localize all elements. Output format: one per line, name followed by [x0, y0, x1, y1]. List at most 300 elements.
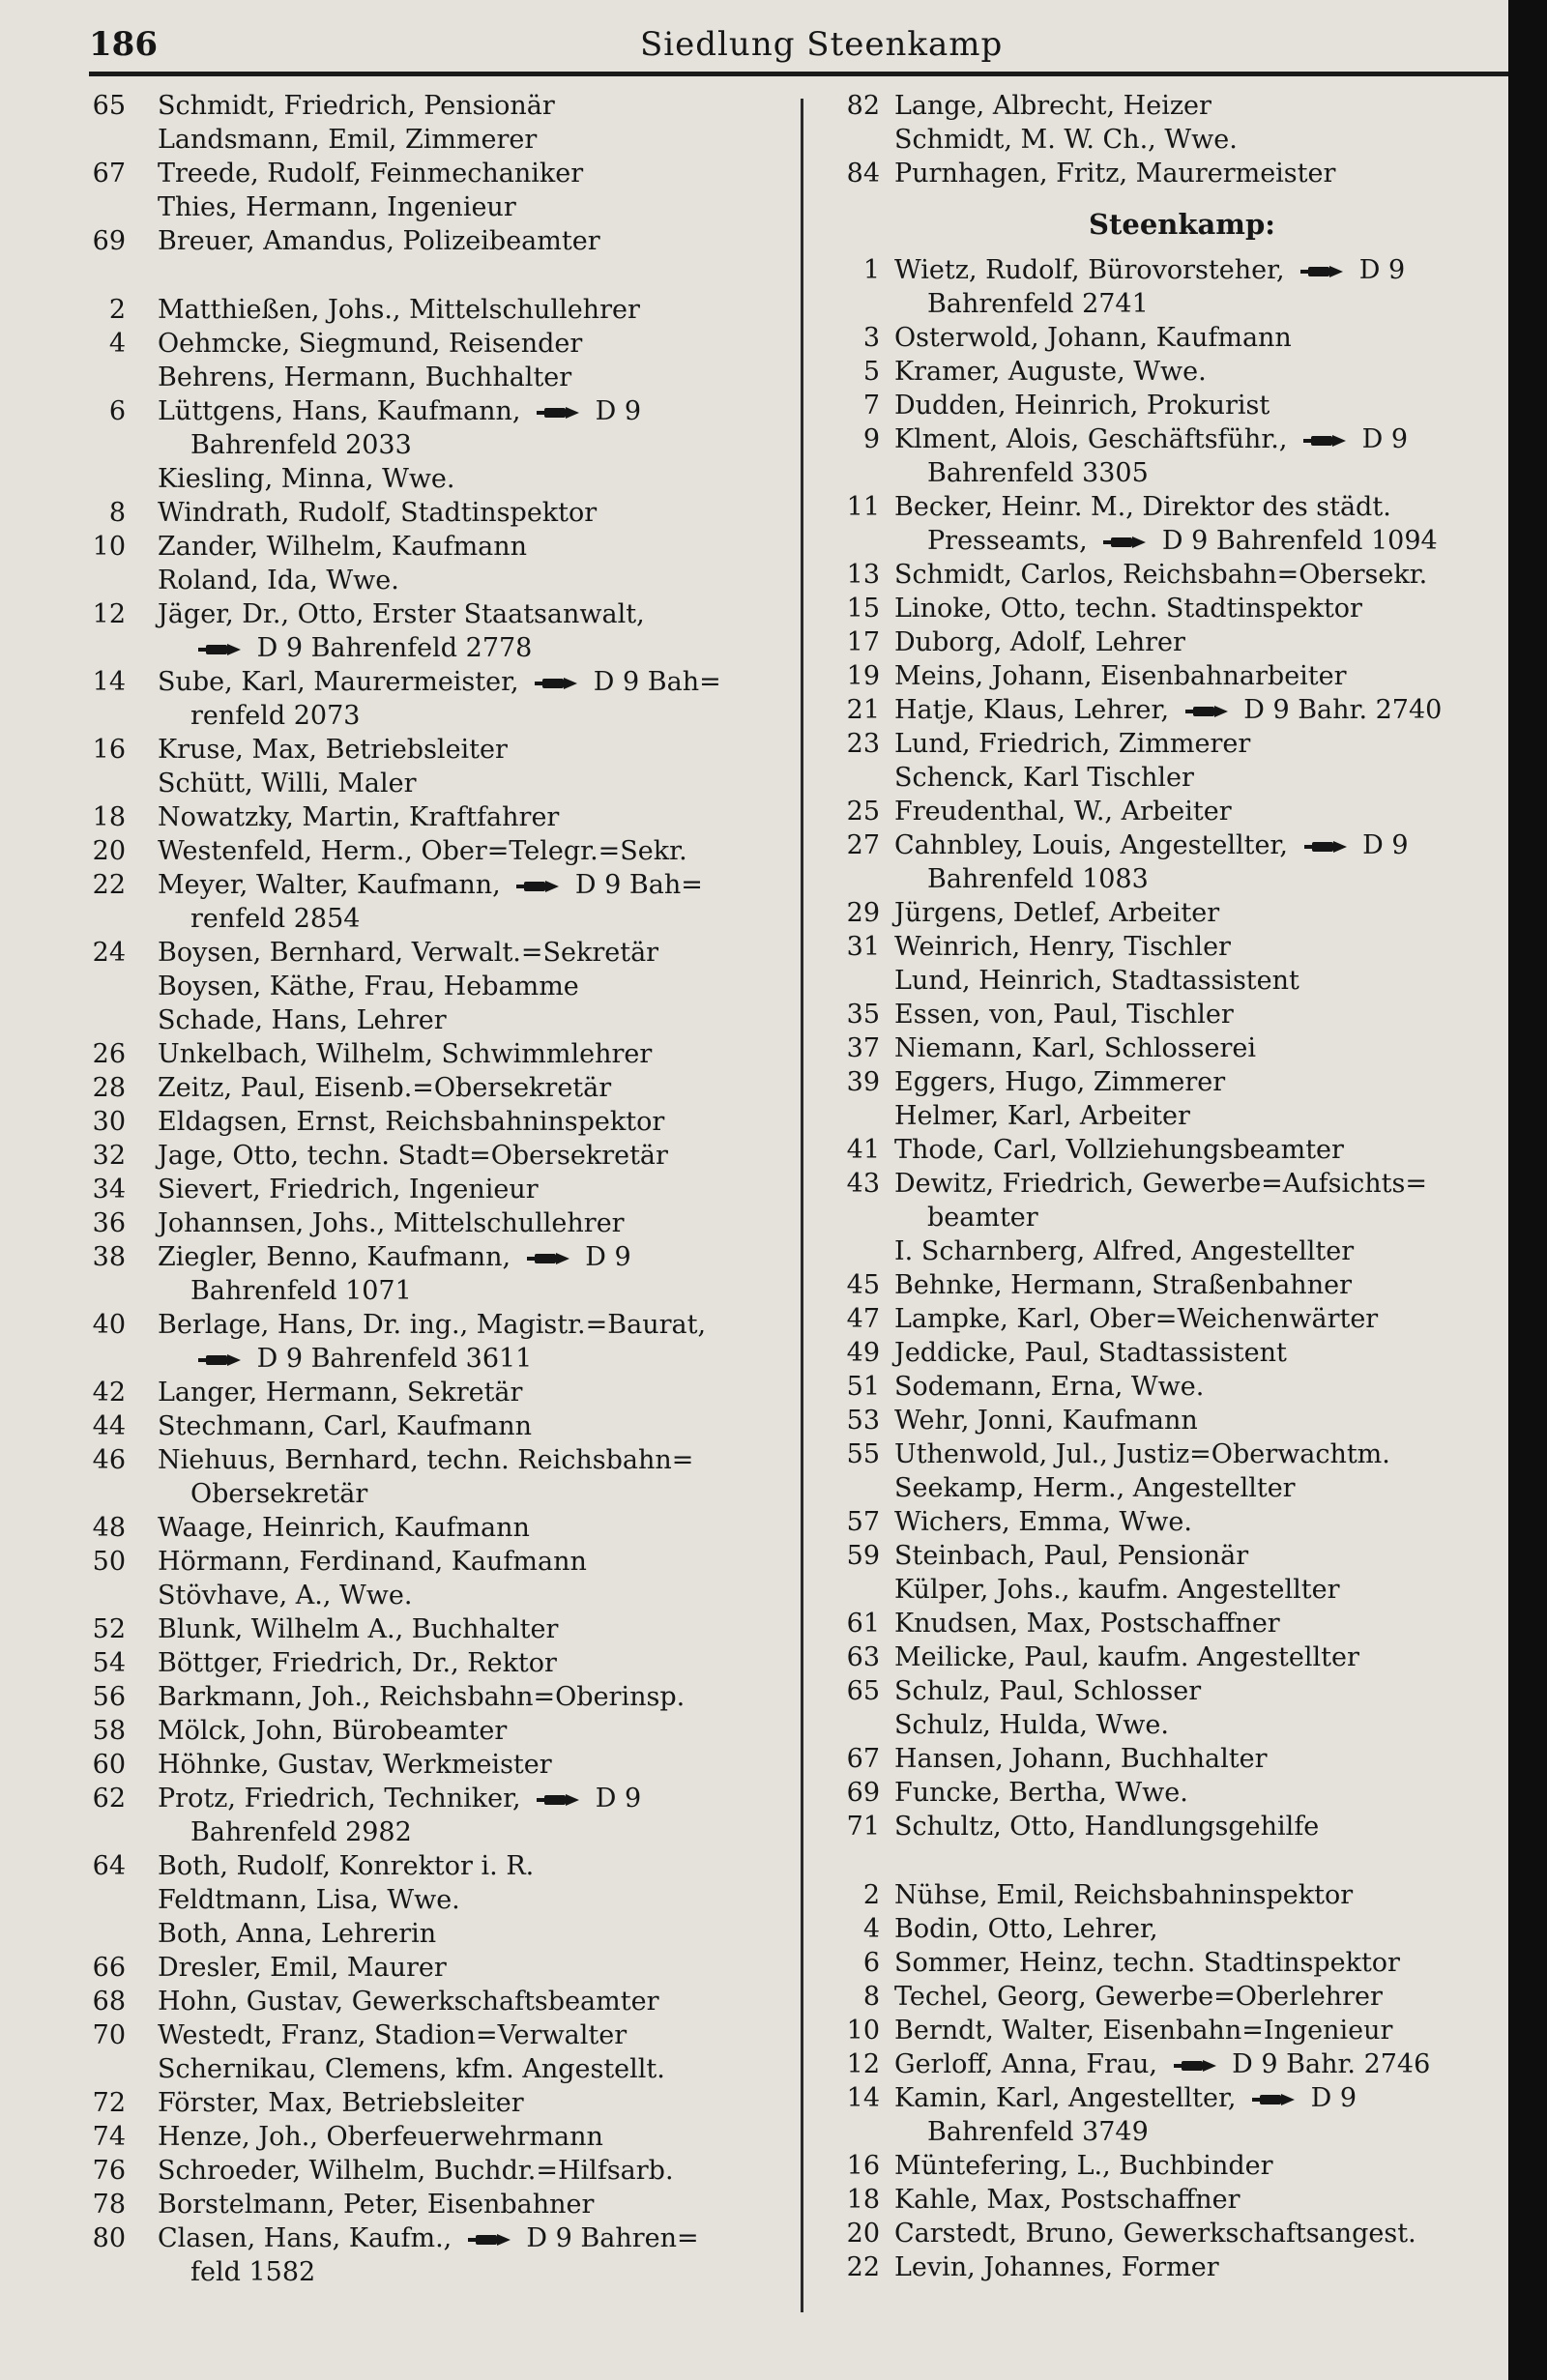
resident-text: [894, 490, 1508, 558]
directory-entry: [39, 394, 798, 462]
resident-text: [158, 1579, 798, 1612]
resident-line: Osterwold, Johann, Kaufmann: [894, 323, 1292, 353]
directory-entry: [39, 1545, 798, 1579]
directory-entry: [817, 1640, 1508, 1674]
resident-line: Freudenthal, W., Arbeiter: [894, 797, 1232, 827]
resident-line: Knudsen, Max, Postschaffner: [894, 1609, 1280, 1639]
directory-entry: [39, 1173, 798, 1206]
resident-text: [894, 930, 1508, 964]
resident-line: Kramer, Auguste, Wwe.: [894, 357, 1207, 387]
resident-text: [894, 1539, 1508, 1573]
resident-line: Steinbach, Paul, Pensionär: [894, 1541, 1249, 1571]
house-number: 42: [92, 1378, 126, 1408]
house-number: 21: [846, 695, 880, 725]
directory-entry: [39, 1308, 798, 1376]
resident-text: [894, 1607, 1508, 1640]
directory-entry: [39, 2188, 798, 2221]
resident-line: Boysen, Bernhard, Verwalt.=Sekretär: [158, 938, 659, 968]
resident-text: [894, 828, 1508, 896]
resident-text: [894, 1573, 1508, 1607]
resident-line: Bahrenfeld 1071: [190, 1276, 412, 1306]
resident-text: [158, 190, 798, 224]
directory-entry: [817, 2014, 1508, 2047]
directory-entry: [39, 1240, 798, 1308]
house-number: 69: [846, 1778, 880, 1808]
directory-entry: [817, 1980, 1508, 2014]
directory-entry: [817, 1133, 1508, 1167]
resident-text: [158, 496, 798, 530]
house-number: 8: [108, 498, 126, 528]
telephone-icon: [519, 1242, 577, 1272]
house-number: 13: [846, 560, 880, 590]
resident-text: [894, 1234, 1508, 1268]
resident-line: renfeld 2073: [190, 701, 361, 731]
house-number: 55: [846, 1439, 880, 1469]
resident-line: Niehuus, Bernhard, techn. Reichsbahn=: [158, 1445, 694, 1475]
house-number: 19: [846, 661, 880, 691]
resident-text: [894, 2183, 1508, 2217]
house-number: 41: [846, 1135, 880, 1165]
resident-text: [894, 1912, 1508, 1946]
house-number: 47: [846, 1304, 880, 1334]
directory-entry: [817, 1302, 1508, 1336]
resident-text: [158, 1071, 798, 1105]
house-number: 56: [92, 1682, 126, 1712]
house-number: 66: [92, 1953, 126, 1983]
resident-line: Bahrenfeld 3749: [927, 2117, 1149, 2147]
resident-text: [894, 1167, 1508, 1234]
directory-entry: [817, 1505, 1508, 1539]
resident-text: [894, 157, 1508, 190]
directory-entry: [39, 2052, 798, 2086]
resident-text: [158, 2052, 798, 2086]
house-number: 5: [862, 357, 880, 387]
resident-line: Förster, Max, Betriebsleiter: [158, 2088, 524, 2118]
resident-line: Schroeder, Wilhelm, Buchdr.=Hilfsarb.: [158, 2156, 674, 2186]
resident-line: Borstelmann, Peter, Eisenbahner: [158, 2190, 595, 2220]
resident-line: Protz, Friedrich, Techniker, D 9: [158, 1784, 642, 1814]
directory-entry: [817, 1742, 1508, 1776]
resident-text: [158, 2120, 798, 2154]
resident-text: [158, 2086, 798, 2120]
directory-entry: [39, 1849, 798, 1883]
resident-line: Matthießen, Johs., Mittelschullehrer: [158, 295, 640, 325]
resident-line: Westedt, Franz, Stadion=Verwalter: [158, 2020, 628, 2050]
resident-line: Uthenwold, Jul., Justiz=Oberwachtm.: [894, 1439, 1390, 1469]
directory-entry: [39, 2018, 798, 2052]
resident-text: [158, 564, 798, 597]
resident-line: renfeld 2854: [190, 904, 361, 934]
resident-line: Thies, Hermann, Ingenieur: [158, 192, 516, 222]
directory-entry: [817, 123, 1508, 157]
house-number: 2: [862, 1880, 880, 1910]
telephone-icon: [509, 870, 567, 900]
resident-text: [894, 693, 1508, 727]
resident-line: Dudden, Heinrich, Prokurist: [894, 391, 1270, 421]
section-heading: Steenkamp:: [1089, 208, 1275, 241]
resident-text: [158, 1173, 798, 1206]
page-number: 186: [89, 25, 158, 64]
directory-entry: [39, 1139, 798, 1173]
resident-text: [894, 2217, 1508, 2250]
resident-line: Berlage, Hans, Dr. ing., Magistr.=Baurat,: [158, 1310, 707, 1340]
house-number: 65: [846, 1676, 880, 1706]
directory-entry: [39, 733, 798, 767]
house-number: 26: [92, 1039, 126, 1069]
resident-line: Schulz, Hulda, Wwe.: [894, 1710, 1169, 1740]
resident-text: [158, 1748, 798, 1782]
resident-text: [894, 2081, 1508, 2149]
resident-line: Behnke, Hermann, Straßenbahner: [894, 1270, 1352, 1300]
resident-text: [894, 1810, 1508, 1843]
telephone-icon: [529, 396, 587, 426]
directory-entry: [39, 767, 798, 800]
resident-text: [158, 1883, 798, 1917]
resident-text: [894, 1268, 1508, 1302]
resident-text: [894, 89, 1508, 123]
house-number: 76: [92, 2156, 126, 2186]
directory-entry: [39, 2154, 798, 2188]
resident-line: Müntefering, L., Buchbinder: [894, 2151, 1273, 2181]
house-number: 16: [92, 735, 126, 765]
resident-text: [158, 2154, 798, 2188]
resident-line: Boysen, Käthe, Frau, Hebamme: [158, 972, 579, 1001]
directory-entry: [817, 321, 1508, 355]
house-number: 39: [846, 1067, 880, 1097]
resident-line: Bahrenfeld 1083: [927, 864, 1149, 894]
resident-text: [158, 1206, 798, 1240]
resident-text: [158, 89, 798, 123]
directory-entry: [39, 834, 798, 868]
resident-line: Landsmann, Emil, Zimmerer: [158, 125, 538, 155]
telephone-icon: [1296, 424, 1354, 454]
resident-text: [158, 1308, 798, 1376]
directory-entry: [817, 1810, 1508, 1843]
house-number: 2: [108, 295, 126, 325]
resident-line: Sodemann, Erna, Wwe.: [894, 1372, 1205, 1402]
resident-text: [894, 123, 1508, 157]
resident-text: [158, 462, 798, 496]
resident-line: Sievert, Friedrich, Ingenieur: [158, 1175, 539, 1205]
resident-line: Carstedt, Bruno, Gewerkschaftsangest.: [894, 2219, 1416, 2249]
resident-line: Levin, Johannes, Former: [894, 2252, 1219, 2282]
resident-line: Funcke, Bertha, Wwe.: [894, 1778, 1188, 1808]
resident-line: Windrath, Rudolf, Stadtinspektor: [158, 498, 598, 528]
resident-text: [894, 659, 1508, 693]
directory-entry: [39, 190, 798, 224]
resident-line: Bahrenfeld 2033: [190, 430, 412, 460]
house-number: 57: [846, 1507, 880, 1537]
resident-line: Jürgens, Detlef, Arbeiter: [894, 898, 1220, 928]
resident-line: Weinrich, Henry, Tischler: [894, 932, 1231, 962]
directory-entry: [817, 490, 1508, 558]
directory-entry: [817, 1370, 1508, 1404]
resident-text: [158, 1951, 798, 1985]
resident-line: beamter: [927, 1203, 1038, 1233]
directory-entry: [817, 795, 1508, 828]
resident-text: [158, 1680, 798, 1714]
resident-line: Roland, Ida, Wwe.: [158, 566, 399, 595]
telephone-icon: [190, 1344, 248, 1374]
directory-entry: [39, 868, 798, 936]
house-number: 65: [92, 91, 126, 121]
house-number: 64: [92, 1851, 126, 1881]
telephone-icon: [1244, 2083, 1302, 2113]
resident-text: [158, 1917, 798, 1951]
resident-text: [158, 1511, 798, 1545]
resident-text: [894, 1471, 1508, 1505]
resident-line: Behrens, Hermann, Buchhalter: [158, 363, 572, 392]
resident-line: Lange, Albrecht, Heizer: [894, 91, 1211, 121]
resident-text: [158, 1646, 798, 1680]
resident-line: Gerloff, Anna, Frau, D 9 Bahr. 2746: [894, 2049, 1431, 2079]
house-number: 40: [92, 1310, 126, 1340]
house-number: 18: [846, 2185, 880, 2215]
directory-entry: [39, 2120, 798, 2154]
house-number: 16: [846, 2151, 880, 2181]
resident-line: Lampke, Karl, Ober=Weichenwärter: [894, 1304, 1379, 1334]
directory-entry: [817, 1268, 1508, 1302]
directory-entry: [817, 1708, 1508, 1742]
directory-entry: [39, 564, 798, 597]
resident-line: Blunk, Wilhelm A., Buchhalter: [158, 1614, 559, 1644]
directory-entry: [817, 964, 1508, 998]
directory-entry: [817, 2047, 1508, 2081]
resident-text: [894, 558, 1508, 592]
resident-line: Lüttgens, Hans, Kaufmann, D 9: [158, 396, 642, 426]
house-number: 6: [862, 1948, 880, 1978]
directory-entry: [817, 1946, 1508, 1980]
directory-entry: [817, 1167, 1508, 1234]
directory-entry: [817, 355, 1508, 389]
resident-line: Schütt, Willi, Maler: [158, 769, 417, 798]
resident-text: [894, 1133, 1508, 1167]
house-number: 28: [92, 1073, 126, 1103]
resident-line: Schmidt, M. W. Ch., Wwe.: [894, 125, 1238, 155]
house-number: 3: [862, 323, 880, 353]
resident-text: [894, 422, 1508, 490]
house-number: 72: [92, 2088, 126, 2118]
house-number: 44: [92, 1411, 126, 1441]
resident-text: [894, 761, 1508, 795]
telephone-icon: [1166, 2049, 1224, 2079]
directory-entry: [817, 592, 1508, 625]
resident-line: Eggers, Hugo, Zimmerer: [894, 1067, 1226, 1097]
resident-text: [894, 964, 1508, 998]
resident-line: D 9 Bahrenfeld 2778: [158, 631, 798, 665]
resident-text: [894, 1776, 1508, 1810]
directory-entry: [39, 1206, 798, 1240]
resident-text: [158, 1105, 798, 1139]
house-number: 59: [846, 1541, 880, 1571]
resident-line: Techel, Georg, Gewerbe=Oberlehrer: [894, 1982, 1383, 2012]
directory-entry: [817, 1336, 1508, 1370]
directory-entry: [817, 727, 1508, 761]
house-number: 61: [846, 1609, 880, 1639]
directory-entry: [817, 89, 1508, 123]
resident-text: [894, 1505, 1508, 1539]
directory-entry: [817, 558, 1508, 592]
directory-entry: [39, 1951, 798, 1985]
resident-text: [158, 1545, 798, 1579]
resident-line: Feldtmann, Lisa, Wwe.: [158, 1885, 460, 1915]
resident-line: Essen, von, Paul, Tischler: [894, 1000, 1234, 1030]
house-number: 70: [92, 2020, 126, 2050]
resident-line: Dewitz, Friedrich, Gewerbe=Aufsichts=: [894, 1169, 1428, 1199]
resident-line: Wehr, Jonni, Kaufmann: [894, 1406, 1198, 1436]
resident-line: Külper, Johs., kaufm. Angestellter: [894, 1575, 1340, 1605]
house-number: 84: [846, 159, 880, 189]
resident-line: Mölck, John, Bürobeamter: [158, 1716, 508, 1746]
resident-line: Kiesling, Minna, Wwe.: [158, 464, 455, 494]
directory-entry: [39, 157, 798, 190]
resident-line: Meilicke, Paul, kaufm. Angestellter: [894, 1642, 1359, 1672]
resident-text: [158, 868, 798, 936]
directory-entry: [39, 327, 798, 361]
resident-text: [158, 224, 798, 258]
directory-entry: [39, 530, 798, 564]
house-number: 49: [846, 1338, 880, 1368]
house-number: 69: [92, 226, 126, 256]
house-number: 60: [92, 1750, 126, 1780]
resident-text: [894, 1099, 1508, 1133]
resident-text: [158, 2221, 798, 2289]
resident-text: [894, 2014, 1508, 2047]
directory-entry: [39, 496, 798, 530]
directory-entry: [817, 2217, 1508, 2250]
resident-line: Bodin, Otto, Lehrer,: [894, 1914, 1158, 1944]
directory-entry: [39, 123, 798, 157]
telephone-icon: [460, 2223, 518, 2253]
resident-line: Wichers, Emma, Wwe.: [894, 1507, 1192, 1537]
house-number: 1: [862, 255, 880, 285]
resident-line: Johannsen, Johs., Mittelschullehrer: [158, 1208, 625, 1238]
house-number: 14: [92, 667, 126, 697]
house-number: 9: [862, 424, 880, 454]
resident-line: Kamin, Karl, Angestellter, D 9: [894, 2083, 1357, 2113]
directory-entry: [39, 1748, 798, 1782]
resident-text: [894, 1370, 1508, 1404]
resident-line: Clasen, Hans, Kaufm., D 9 Bahren=: [158, 2223, 699, 2253]
resident-line: Helmer, Karl, Arbeiter: [894, 1101, 1190, 1131]
house-number: 37: [846, 1033, 880, 1063]
resident-text: [894, 1980, 1508, 2014]
house-number: 23: [846, 729, 880, 759]
house-number: 8: [862, 1982, 880, 2012]
resident-text: [158, 394, 798, 462]
directory-entry: [817, 2081, 1508, 2149]
resident-text: [158, 834, 798, 868]
resident-text: [158, 293, 798, 327]
directory-entry: [39, 1376, 798, 1409]
resident-line: Niemann, Karl, Schlosserei: [894, 1033, 1256, 1063]
resident-text: [894, 1437, 1508, 1471]
resident-text: [894, 592, 1508, 625]
directory-entry: [39, 1985, 798, 2018]
directory-entry: [39, 293, 798, 327]
resident-line: I. Scharnberg, Alfred, Angestellter: [894, 1236, 1355, 1266]
house-number: 43: [846, 1169, 880, 1199]
directory-entry: [817, 1031, 1508, 1065]
directory-entry: [39, 1883, 798, 1917]
telephone-icon: [190, 633, 248, 663]
resident-line: Waage, Heinrich, Kaufmann: [158, 1513, 530, 1543]
directory-entry: [39, 224, 798, 258]
resident-text: [158, 1782, 798, 1849]
telephone-icon: [1095, 526, 1153, 556]
resident-text: [158, 1849, 798, 1883]
directory-entry: [817, 1471, 1508, 1505]
house-number: 4: [862, 1914, 880, 1944]
resident-text: [894, 1065, 1508, 1099]
directory-entry: [817, 2183, 1508, 2217]
house-number: 67: [92, 159, 126, 189]
resident-line: Klment, Alois, Geschäftsführ., D 9: [894, 424, 1409, 454]
house-number: 10: [92, 532, 126, 562]
resident-text: [158, 327, 798, 361]
resident-line: Meyer, Walter, Kaufmann, D 9 Bah=: [158, 870, 703, 900]
directory-entry: [817, 1573, 1508, 1607]
house-number: 67: [846, 1744, 880, 1774]
resident-text: [894, 1946, 1508, 1980]
resident-line: Dresler, Emil, Maurer: [158, 1953, 447, 1983]
resident-line: feld 1582: [190, 2257, 316, 2287]
house-number: 53: [846, 1406, 880, 1436]
house-number: 82: [846, 91, 880, 121]
directory-entry: [817, 157, 1508, 190]
resident-line: Sommer, Heinz, techn. Stadtinspektor: [894, 1948, 1400, 1978]
resident-text: [894, 896, 1508, 930]
house-number: 71: [846, 1812, 880, 1842]
left-column: [39, 89, 798, 2289]
resident-line: Meins, Johann, Eisenbahnarbeiter: [894, 661, 1347, 691]
telephone-icon: [1293, 255, 1351, 285]
resident-text: [158, 2188, 798, 2221]
resident-text: [158, 1240, 798, 1308]
directory-entry: [817, 1539, 1508, 1573]
directory-entry: [39, 1714, 798, 1748]
house-number: 6: [108, 396, 126, 426]
directory-entry: [39, 936, 798, 970]
resident-line: Westenfeld, Herm., Ober=Telegr.=Sekr.: [158, 836, 687, 866]
resident-text: [894, 1336, 1508, 1370]
resident-text: [894, 355, 1508, 389]
resident-text: [894, 1708, 1508, 1742]
directory-entry: [817, 1607, 1508, 1640]
directory-entry: [39, 89, 798, 123]
directory-entry: [39, 800, 798, 834]
house-number: 30: [92, 1107, 126, 1137]
house-number: 38: [92, 1242, 126, 1272]
resident-line: Schmidt, Friedrich, Pensionär: [158, 91, 555, 121]
house-number: 12: [92, 599, 126, 629]
resident-line: Hansen, Johann, Buchhalter: [894, 1744, 1268, 1774]
house-number: 45: [846, 1270, 880, 1300]
directory-entry: [817, 1099, 1508, 1133]
directory-entry: [39, 1612, 798, 1646]
resident-line: Stechmann, Carl, Kaufmann: [158, 1411, 533, 1441]
resident-text: [894, 2047, 1508, 2081]
directory-entry: [39, 597, 798, 665]
house-number: 50: [92, 1547, 126, 1577]
resident-text: [158, 1612, 798, 1646]
directory-entry: [817, 253, 1508, 321]
resident-text: [158, 970, 798, 1003]
resident-text: [158, 733, 798, 767]
directory-entry: [817, 828, 1508, 896]
directory-entry: [817, 422, 1508, 490]
directory-entry: [817, 1878, 1508, 1912]
